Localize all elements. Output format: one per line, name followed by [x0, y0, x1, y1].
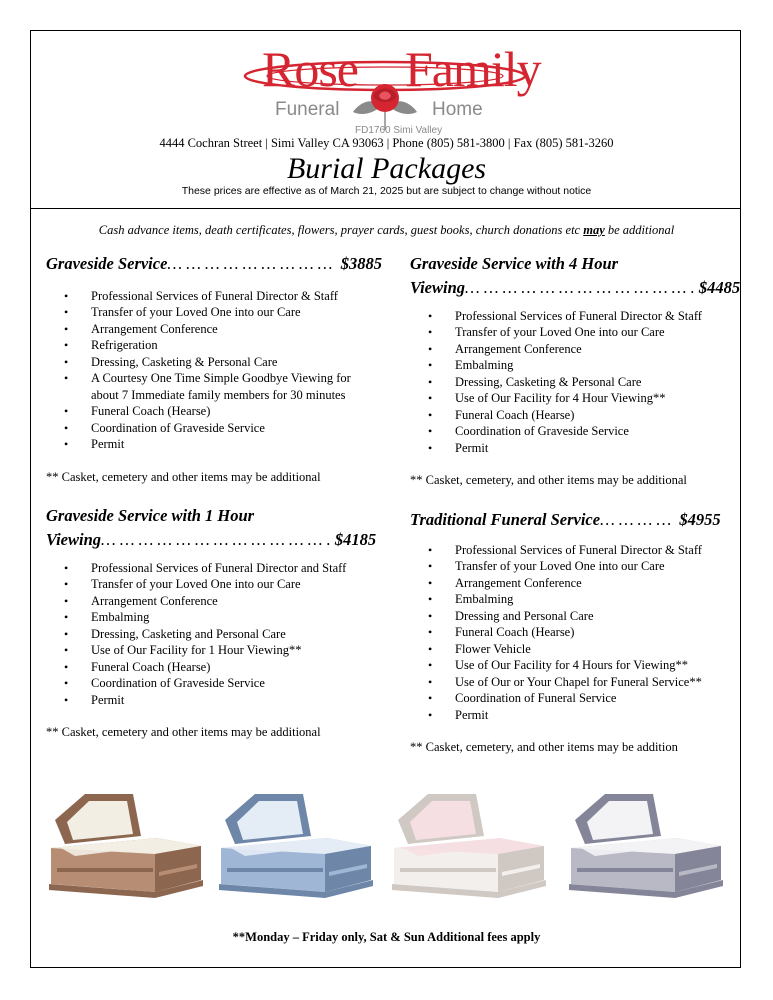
bullet-icon: •: [64, 420, 69, 435]
package-item: [46, 609, 361, 626]
bullet-icon: •: [428, 440, 433, 455]
bullet-icon: •: [64, 288, 69, 303]
leader-dots: … … … … … … … … … … … … .: [101, 529, 331, 549]
bullet-icon: •: [64, 371, 69, 386]
package-name: Graveside Service with 4 Hour: [410, 254, 619, 273]
bullet-icon: •: [428, 424, 433, 439]
header-divider: [30, 208, 741, 209]
package-item-text: Funeral Coach (Hearse): [91, 659, 211, 674]
package-item: [46, 642, 361, 659]
package-item-text: Use of Our Facility for 4 Hour Viewing**: [455, 391, 666, 406]
package-item: [410, 390, 725, 407]
logo-word-family: Family: [405, 41, 541, 97]
weekday-footnote: **Monday – Friday only, Sat & Sun Additional fees apply: [232, 930, 541, 944]
package-item-text: Use of Our Facility for 1 Hour Viewing**: [91, 643, 302, 658]
casket-image: [215, 788, 375, 903]
page-title: Burial Packages: [286, 152, 487, 185]
leader-dots: … … … …: [600, 510, 672, 529]
logo-word-home: Home: [432, 99, 483, 120]
package-item-text: Funeral Coach (Hearse): [455, 407, 575, 422]
bullet-icon: •: [428, 308, 433, 323]
package-item-text: Use of Our Facility for 4 Hours for Viewing**: [455, 658, 689, 673]
package-item: [46, 659, 361, 676]
package-price: $4955: [679, 510, 721, 529]
bullet-icon: •: [428, 325, 433, 340]
package-item-text: Arrangement Conference: [91, 321, 218, 336]
package-price: $3885: [340, 254, 382, 273]
bullet-icon: •: [64, 659, 69, 674]
logo-word-rose: Rose: [262, 41, 358, 97]
package-item: [410, 558, 725, 575]
package-item-text: Coordination of Graveside Service: [455, 424, 629, 439]
package-item-text: Dressing, Casketing & Personal Care: [91, 354, 278, 369]
package-item: [410, 308, 725, 325]
package-title: [410, 508, 725, 532]
bullet-icon: •: [64, 626, 69, 641]
leader-dots: … … … … … … … … … … … … .: [465, 277, 695, 297]
package-item-text: Dressing, Casketing & Personal Care: [455, 374, 642, 389]
bullet-icon: •: [64, 676, 69, 691]
package-item-text: Professional Services of Funeral Director & Staff: [91, 288, 338, 303]
package-graveside: [46, 252, 382, 483]
package-item: [410, 374, 725, 391]
bullet-icon: •: [428, 707, 433, 722]
package-item-text: Flower Vehicle: [455, 641, 531, 656]
package-item-text: Permit: [455, 440, 489, 455]
package-item: [410, 341, 725, 358]
package-item-text: Arrangement Conference: [455, 341, 582, 356]
casket-image: [388, 788, 548, 903]
package-item: [46, 403, 361, 420]
package-item-text: Funeral Coach (Hearse): [91, 404, 211, 419]
package-items: [410, 542, 725, 724]
package-item-text: Transfer of your Loved One into our Care: [91, 305, 301, 320]
package-title: [46, 252, 382, 276]
package-item: [46, 337, 361, 354]
bullet-icon: •: [428, 625, 433, 640]
package-name-cont: Viewing: [410, 277, 466, 297]
cash-note-tail: be additional: [604, 223, 675, 237]
effective-date-note: These prices are effective as of March 21, 2025 but are subject to change without notice: [181, 185, 592, 197]
package-item: [410, 407, 725, 424]
package-item: [410, 440, 725, 457]
bullet-icon: •: [64, 560, 69, 575]
package-name: Traditional Funeral Service: [410, 510, 601, 529]
package-item: [46, 593, 361, 610]
bullet-icon: •: [428, 608, 433, 623]
package-item-text: Refrigeration: [91, 338, 158, 353]
bullet-icon: •: [428, 641, 433, 656]
bullet-icon: •: [428, 341, 433, 356]
package-item-text: Coordination of Graveside Service: [91, 420, 265, 435]
bullet-icon: •: [428, 358, 433, 373]
package-price: $4185: [334, 529, 377, 549]
package-items: [46, 288, 382, 453]
package-item: [410, 674, 725, 691]
package-item: [46, 576, 361, 593]
package-item-text: Use of Our or Your Chapel for Funeral Service**: [455, 674, 702, 689]
package-item-text: Professional Services of Funeral Director and Staff: [91, 560, 347, 575]
package-item-text: Embalming: [455, 592, 514, 607]
package-item-text: Embalming: [91, 610, 150, 625]
package-items: [46, 560, 376, 709]
bullet-icon: •: [64, 321, 69, 336]
package-item: [46, 288, 361, 305]
package-item-text: Arrangement Conference: [91, 593, 218, 608]
bullet-icon: •: [64, 692, 69, 707]
cash-advance-note: [0, 224, 773, 237]
package-item: [410, 324, 725, 341]
package-item-text: A Courtesy One Time Simple Goodbye Viewing for about 7 Immediate family members for 30 minutes: [91, 371, 351, 402]
package-item-text: Professional Services of Funeral Director & Staff: [455, 308, 702, 323]
package-item: [410, 641, 725, 658]
package-item: [46, 692, 361, 709]
package-item: [410, 608, 725, 625]
bullet-icon: •: [428, 658, 433, 673]
bullet-icon: •: [428, 691, 433, 706]
package-item: [410, 357, 725, 374]
package-graveside-4hr: [410, 252, 740, 487]
package-item: [410, 542, 725, 559]
package-name: Graveside Service with 1 Hour: [46, 506, 255, 525]
address-line: 4444 Cochran Street | Simi Valley CA 93063 | Phone (805) 581-3800 | Fax (805) 581-3260: [159, 136, 614, 150]
package-item-text: Arrangement Conference: [455, 575, 582, 590]
casket-images: [0, 788, 773, 918]
package-item-text: Transfer of your Loved One into our Care: [91, 577, 301, 592]
bullet-icon: •: [428, 592, 433, 607]
package-item-text: Permit: [91, 437, 125, 452]
bullet-icon: •: [64, 610, 69, 625]
bullet-icon: •: [428, 374, 433, 389]
package-item: [46, 626, 361, 643]
bullet-icon: •: [64, 354, 69, 369]
logo-license: FD1760 Simi Valley: [355, 125, 443, 136]
package-item-text: Transfer of your Loved One into our Care: [455, 325, 665, 340]
package-item: [46, 560, 361, 577]
bullet-icon: •: [428, 559, 433, 574]
bullet-icon: •: [428, 575, 433, 590]
package-item: [46, 675, 361, 692]
bullet-icon: •: [64, 593, 69, 608]
package-item: [46, 321, 361, 338]
bullet-icon: •: [64, 338, 69, 353]
leader-dots: … … … … … … … … …: [167, 254, 333, 273]
package-price: $4485: [698, 277, 741, 297]
package-item: [410, 591, 725, 608]
package-items: [410, 308, 740, 457]
bullet-icon: •: [428, 674, 433, 689]
bullet-icon: •: [64, 577, 69, 592]
package-item-text: Coordination of Funeral Service: [455, 691, 617, 706]
package-item: [410, 707, 725, 724]
package-item-text: Professional Services of Funeral Director & Staff: [455, 542, 702, 557]
package-note: ** Casket, cemetery and other items may be additional: [46, 469, 321, 484]
package-item: [46, 420, 361, 437]
cash-note-emphasis: may: [583, 223, 605, 237]
package-name: Graveside Service: [46, 254, 168, 273]
package-traditional: [410, 508, 725, 754]
logo: [0, 40, 773, 140]
package-item: [46, 304, 361, 321]
bullet-icon: •: [64, 643, 69, 658]
bullet-icon: •: [64, 404, 69, 419]
package-title: [46, 504, 376, 552]
package-item-text: Funeral Coach (Hearse): [455, 625, 575, 640]
package-item: [410, 690, 725, 707]
package-item-text: Coordination of Graveside Service: [91, 676, 265, 691]
package-note: ** Casket, cemetery, and other items may be addition: [410, 740, 678, 755]
bullet-icon: •: [64, 437, 69, 452]
casket-image: [45, 788, 205, 903]
package-item: [410, 657, 725, 674]
package-item: [410, 575, 725, 592]
logo-word-funeral: Funeral: [275, 99, 340, 120]
package-item-text: Permit: [455, 707, 489, 722]
bullet-icon: •: [428, 542, 433, 557]
cash-note-text: Cash advance items, death certificates, flowers, prayer cards, guest books, church donations etc: [98, 223, 584, 237]
package-note: ** Casket, cemetery, and other items may be additional: [410, 473, 687, 488]
package-name-cont: Viewing: [46, 529, 102, 549]
package-graveside-1hr: [46, 504, 376, 739]
bullet-icon: •: [428, 407, 433, 422]
package-item-text: Embalming: [455, 358, 514, 373]
casket-image: [565, 788, 725, 903]
bullet-icon: •: [428, 391, 433, 406]
package-note: ** Casket, cemetery and other items may be additional: [46, 725, 321, 740]
bullet-icon: •: [64, 305, 69, 320]
package-item-text: Transfer of your Loved One into our Care: [455, 559, 665, 574]
package-item: [46, 354, 361, 371]
package-item-text: Dressing, Casketing and Personal Care: [91, 626, 286, 641]
package-item-text: Permit: [91, 692, 125, 707]
package-item: [410, 624, 725, 641]
package-title: [410, 252, 740, 300]
package-item: [410, 423, 725, 440]
package-item: [46, 370, 361, 403]
package-item-text: Dressing and Personal Care: [455, 608, 594, 623]
package-item: [46, 436, 361, 453]
